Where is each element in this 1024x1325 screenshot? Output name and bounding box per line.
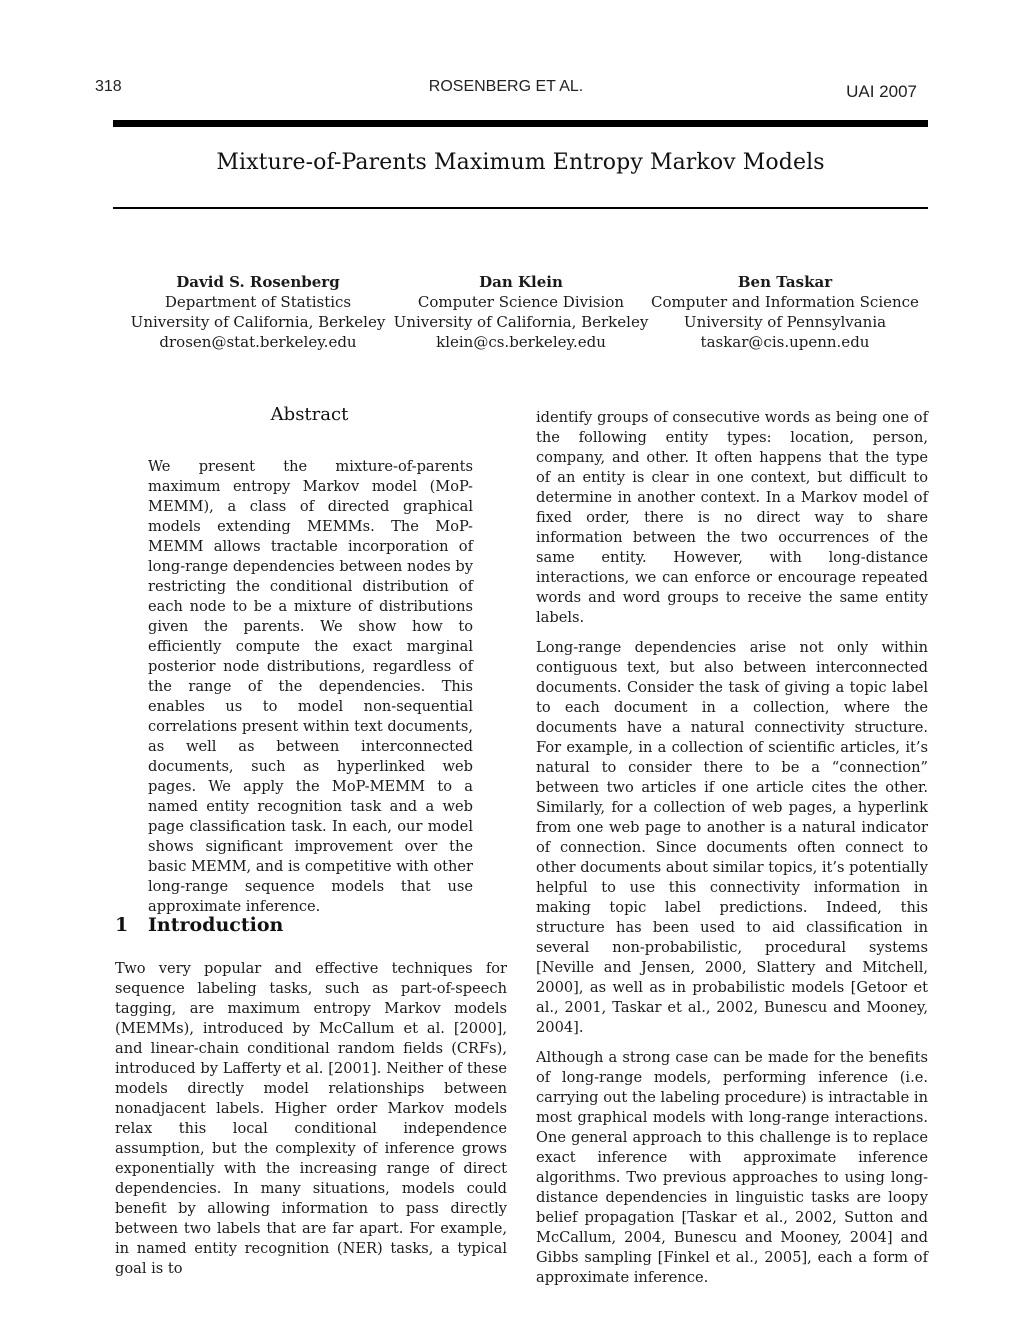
title-rule-top (113, 120, 928, 127)
author-email: drosen@stat.berkeley.edu (159, 333, 357, 351)
body-paragraph: Although a strong case can be made for the benefits of long-range models, performing inference (i.e. carrying out the labeling procedure) is intractable in most graphical models with long-range interactions. One general approach to this challenge is to replace exact inference with approximate inference algorithms. Two previous approaches to using long-distance dependencies in linguistic tasks are loopy belief propagation [Taskar et al., 2002, Sutton and McCallum, 2004, Bunescu and Mooney, 2004] and Gibbs sampling [Finkel et al., 2005], each a form of approximate inference. (536, 1049, 928, 1286)
author-email: klein@cs.berkeley.edu (436, 333, 606, 351)
author-email: taskar@cis.upenn.edu (700, 333, 870, 351)
venue-label: UAI 2007 (846, 82, 917, 101)
page-number: 318 (95, 78, 122, 95)
right-column (536, 408, 928, 1288)
author-institution: University of California, Berkeley (393, 313, 649, 331)
author-institution: University of Pennsylvania (683, 313, 887, 331)
author-department: Department of Statistics (164, 293, 352, 311)
author-institution: University of California, Berkeley (130, 313, 386, 331)
author-department: Computer Science Division (417, 293, 625, 311)
body-paragraph: Long-range dependencies arise not only within contiguous text, but also between interconnected documents. Consider the task of giving a topic label to each document in a collection, where the documents have a natural connectivity structure. For example, in a collection of scientific articles, it’s natural to consider there to be a “connection” between two articles if one article cites the other. Similarly, for a collection of web pages, a hyperlink from one web page to another is a natural indicator of connection. Since documents often connect to other documents about similar topics, it’s potentially helpful to use this connectivity information in making topic label predictions. Indeed, this structure has been used to aid classification in several non-probabilistic, procedural systems [Neville and Jensen, 2000, Slattery and Mitchell, 2000], as well as in probabilistic models [Getoor et al., 2001, Taskar et al., 2002, Bunescu and Mooney, 2004]. (536, 639, 928, 1036)
author-block (645, 272, 925, 352)
author-name: Ben Taskar (737, 273, 833, 291)
author-name: David S. Rosenberg (176, 273, 340, 291)
running-header (95, 76, 917, 100)
title-rule-bottom (113, 207, 928, 209)
body-paragraph: identify groups of consecutive words as being one of the following entity types: location, person, company, and other. It often happens that the type of an entity is clear in one context, but difficult to determine in another context. In a Markov model of fixed order, there is no direct way to share information between the two occurrences of the same entity. However, with long-distance interactions, we can enforce or encourage repeated words and word groups to receive the same entity labels. (536, 409, 928, 626)
body-paragraph: Two very popular and effective techniques for sequence labeling tasks, such as part-of-speech tagging, are maximum entropy Markov models (MEMMs), introduced by McCallum et al. [2000], and linear-chain conditional random fields (CRFs), introduced by Lafferty et al. [2001]. Neither of these models directly model relationships between nonadjacent labels. Higher order Markov models relax this local conditional independence assumption, but the complexity of inference grows exponentially with the increasing range of direct dependencies. In many situations, models could benefit by allowing information to pass directly between two labels that are far apart. For example, in named entity recognition (NER) tasks, a typical goal is to (115, 960, 507, 1277)
section-heading-introduction (115, 914, 283, 936)
abstract-heading: Abstract (270, 404, 349, 425)
author-block (381, 272, 661, 352)
intro-left-column (115, 959, 507, 1279)
author-department: Computer and Information Science (651, 293, 919, 311)
section-number: 1 (115, 914, 129, 936)
author-name: Dan Klein (479, 273, 563, 291)
author-block (118, 272, 398, 352)
paper-title: Mixture-of-Parents Maximum Entropy Markov Models (216, 150, 825, 175)
running-authors: ROSENBERG ET AL. (428, 78, 584, 95)
section-title: Introduction (148, 914, 284, 936)
abstract-paragraph: We present the mixture-of-parents maximum entropy Markov model (MoP-MEMM), a class of directed graphical models extending MEMMs. The MoP-MEMM allows tractable incorporation of long-range dependencies between nodes by restricting the conditional distribution of each node to be a mixture of distributions given the parents. We show how to efficiently compute the exact marginal posterior node distributions, regardless of the range of the dependencies. This enables us to model non-sequential correlations present within text documents, as well as between interconnected documents, such as hyperlinked web pages. We apply the MoP-MEMM to a named entity recognition task and a web page classification task. In each, our model shows significant improvement over the basic MEMM, and is competitive with other long-range sequence models that use approximate inference. (148, 458, 473, 915)
abstract-body (148, 457, 473, 917)
